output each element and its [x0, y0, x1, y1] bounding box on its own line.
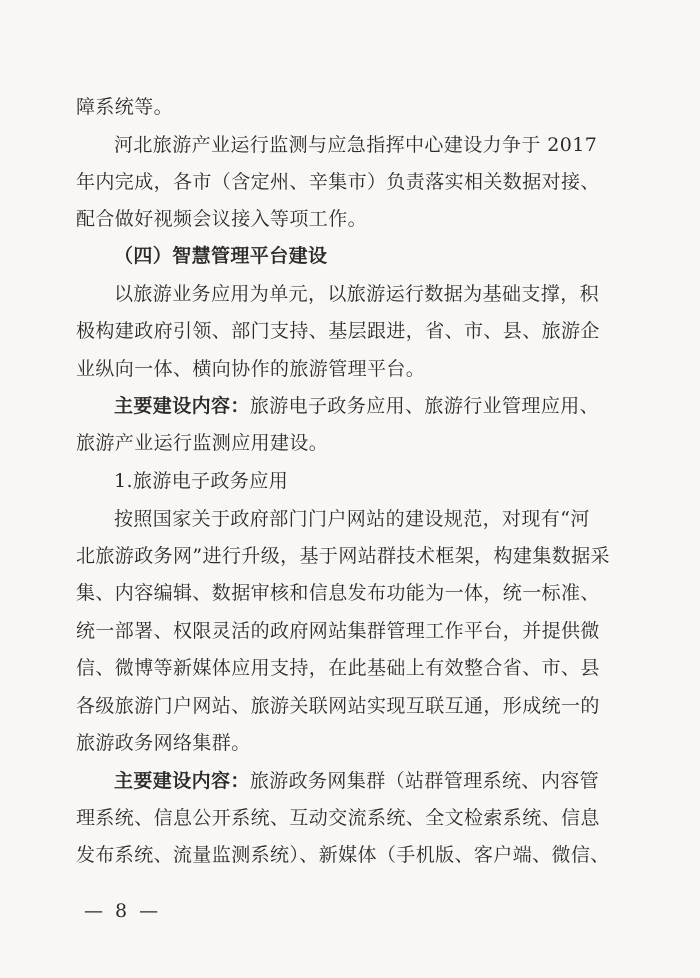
page-number: — 8 —: [84, 900, 162, 922]
text-line: 发布系统、流量监测系统）、新媒体（手机版、客户端、微信、: [76, 844, 610, 866]
section-heading: （四）智慧管理平台建设: [114, 245, 328, 267]
text-line: [114, 397, 599, 416]
text-line: 年内完成，各市（含定州、辛集市）负责落实相关数据对接、: [76, 171, 600, 193]
text-line: 配合做好视频会议接入等项工作。: [76, 208, 368, 230]
text-line: 极构建政府引领、部门支持、基层跟进，省、市、县、旅游企: [76, 320, 600, 342]
text-line: 统一部署、权限灵活的政府网站集群管理工作平台，并提供微: [76, 620, 600, 642]
text-line: 业纵向一体、横向协作的旅游管理平台。: [76, 358, 426, 380]
text-line: 河北旅游产业运行监测与应急指挥中心建设力争于 2017: [114, 134, 598, 156]
text-line: 旅游政务网络集群。: [76, 732, 251, 754]
content-label: 主要建设内容：: [114, 395, 250, 417]
subsection-heading: 1.旅游电子政务应用: [114, 470, 289, 492]
content-text: 旅游电子政务应用、旅游行业管理应用、: [249, 395, 600, 417]
text-line: 障系统等。: [76, 96, 174, 118]
text-line: 按照国家关于政府部门门户网站的建设规范，对现有“河: [114, 508, 590, 530]
text-line: 各级旅游门户网站、旅游关联网站实现互联互通，形成统一的: [76, 695, 600, 717]
text-line: 旅游产业运行监测应用建设。: [76, 432, 329, 454]
text-line: 北旅游政务网”进行升级，基于网站群技术框架，构建集数据采: [76, 545, 610, 567]
content-text: 旅游政务网集群（站群管理系统、内容管: [249, 770, 600, 792]
content-label: 主要建设内容：: [114, 770, 250, 792]
text-line: 集、内容编辑、数据审核和信息发布功能为一体，统一标准、: [76, 582, 600, 604]
text-line: [114, 772, 599, 791]
text-line: 信、微博等新媒体应用支持，在此基础上有效整合省、市、县: [76, 657, 600, 679]
text-line: 以旅游业务应用为单元，以旅游运行数据为基础支撑，积: [114, 283, 600, 305]
text-line: 理系统、信息公开系统、互动交流系统、全文检索系统、信息: [76, 807, 600, 829]
